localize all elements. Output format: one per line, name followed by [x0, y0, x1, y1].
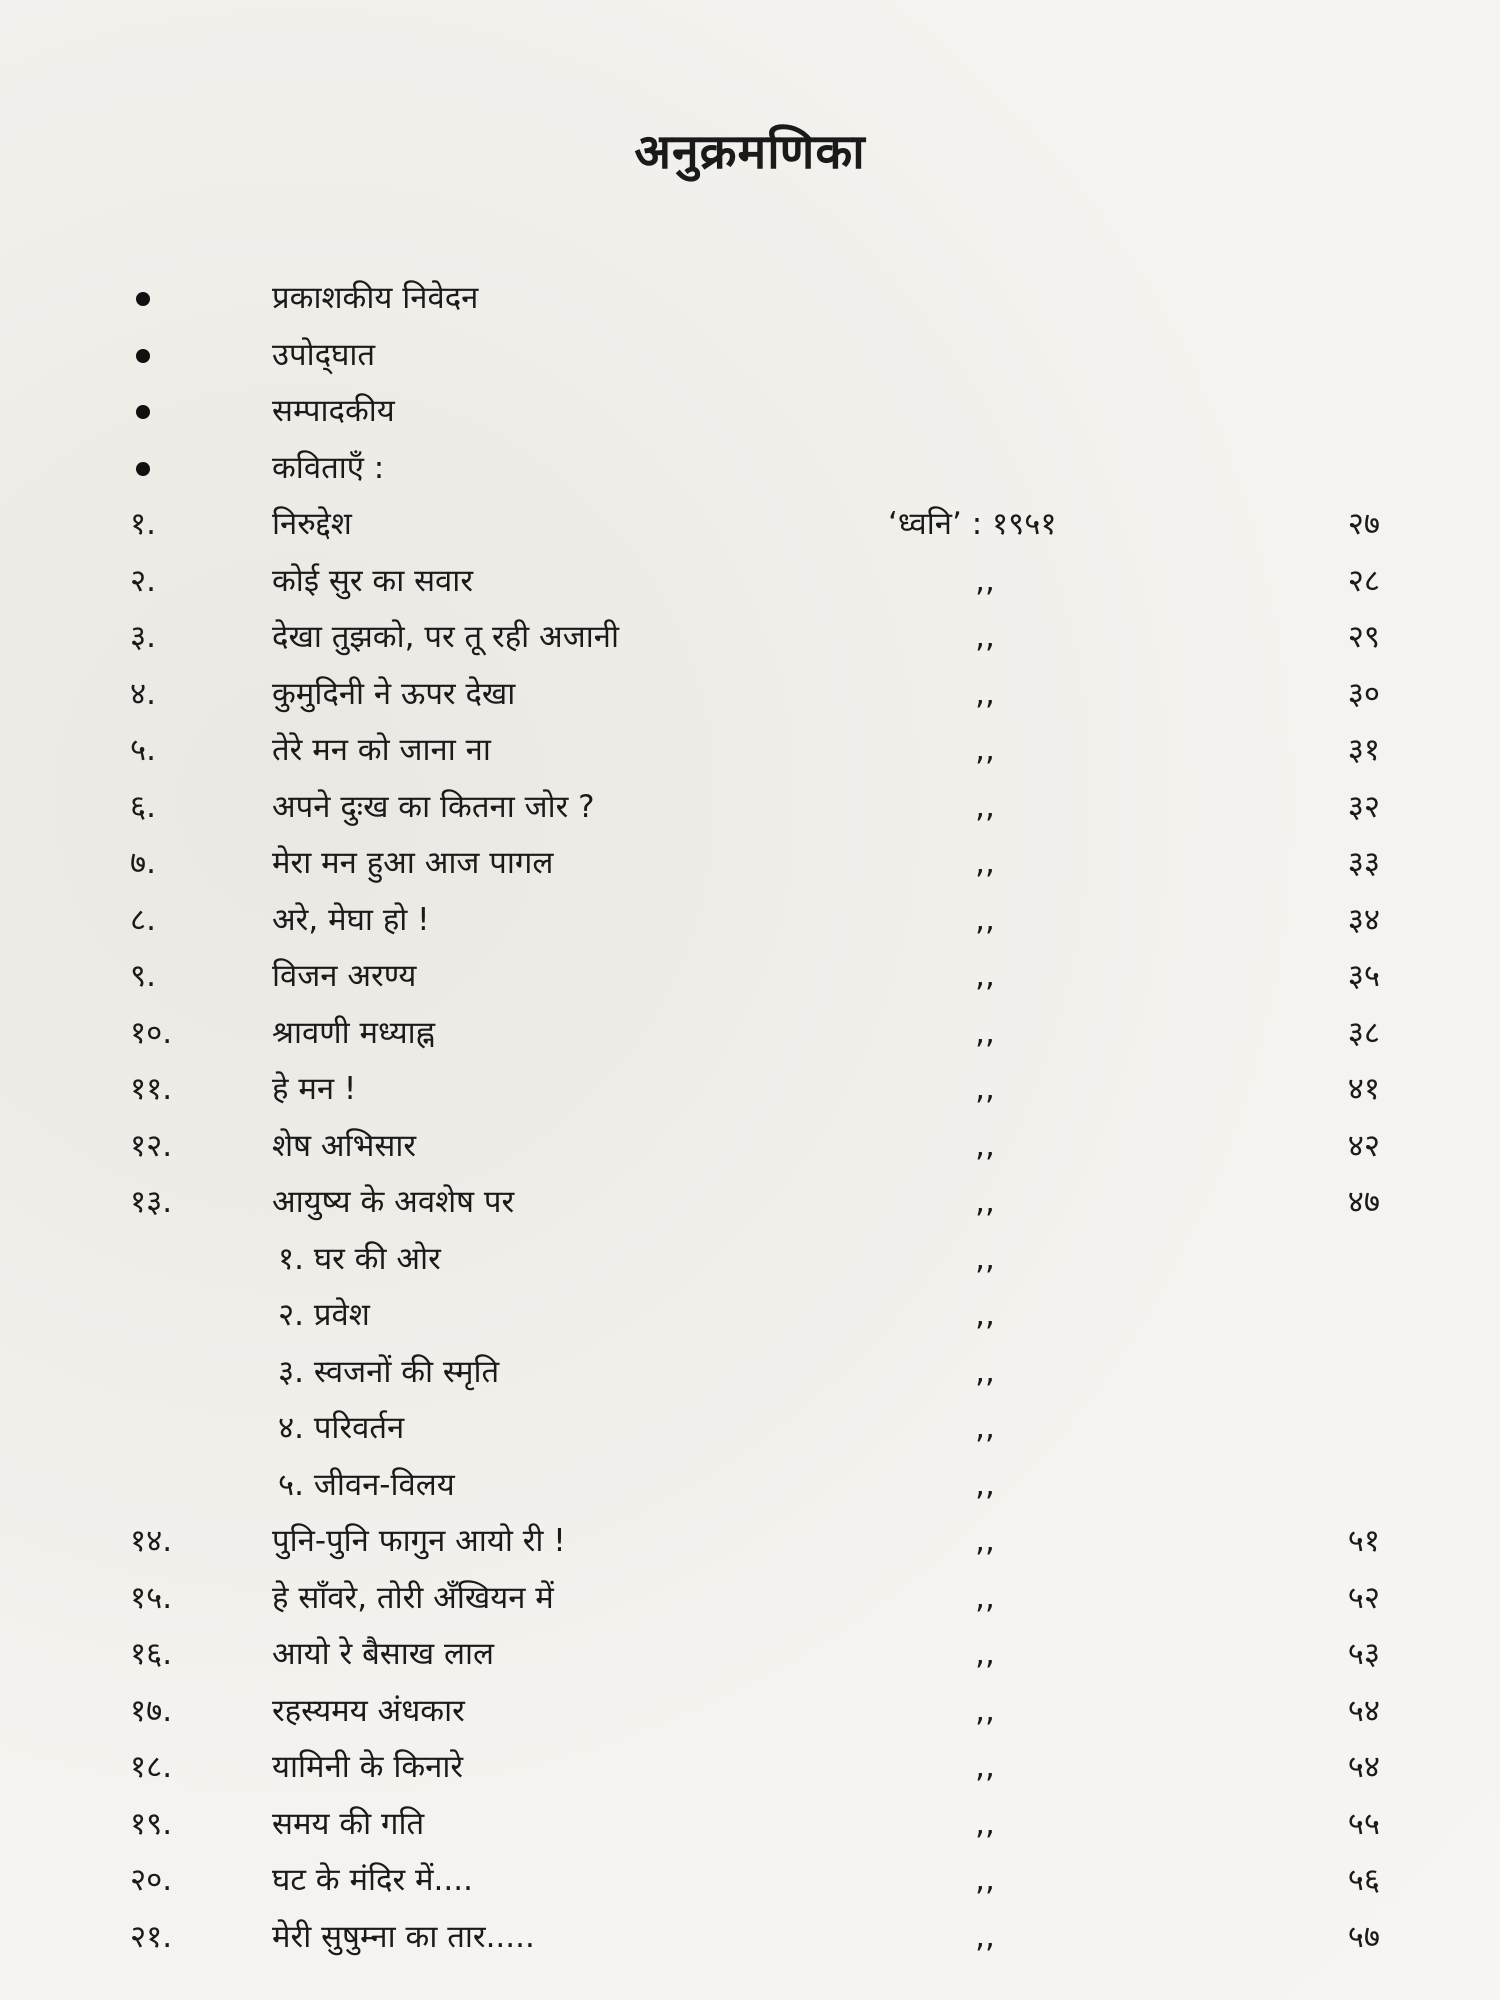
ditto-mark: ,, [975, 1692, 995, 1729]
entry-title: विजन अरण्य [272, 958, 417, 994]
ditto-mark: ,, [975, 675, 995, 712]
entry-title: कुमुदिनी ने ऊपर देखा [272, 675, 516, 712]
entry-page-number: ५६ [1347, 1862, 1380, 1898]
entry-number: १९. [130, 1805, 173, 1842]
entry-number: ६. [130, 788, 156, 825]
entry-page-number: ३३ [1347, 845, 1380, 881]
toc-entry [0, 839, 1500, 887]
toc-entry [0, 1800, 1500, 1848]
entry-page-number: २९ [1347, 619, 1380, 655]
entry-number: १८. [130, 1749, 173, 1785]
entry-page-number: ३२ [1347, 788, 1380, 825]
entry-title: पुनि-पुनि फागुन आयो री ! [272, 1523, 566, 1559]
ditto-mark: ,, [975, 1410, 995, 1446]
bullet-icon [130, 456, 158, 484]
entry-page-number: ३० [1347, 675, 1380, 712]
entry-number: २०. [130, 1862, 173, 1898]
ditto-mark: ,, [975, 1353, 995, 1390]
entry-number: १. [130, 506, 156, 542]
entry-title: ४. परिवर्तन [278, 1410, 405, 1446]
toc-entry [0, 1574, 1500, 1622]
entry-number: ७. [130, 845, 156, 881]
entry-page-number: ४२ [1347, 1127, 1380, 1164]
toc-entry [0, 500, 1500, 548]
ditto-mark: ,, [975, 901, 995, 938]
ditto-mark: ,, [975, 1918, 995, 1955]
toc-entry [0, 670, 1500, 718]
entry-title: मेरी सुषुम्ना का तार..... [272, 1918, 535, 1955]
toc-entry [0, 1122, 1500, 1170]
ditto-mark: ,, [975, 1127, 995, 1164]
page-title: अनुक्रमणिका [634, 124, 866, 180]
entry-title: यामिनी के किनारे [272, 1749, 464, 1785]
toc-entry [0, 1517, 1500, 1565]
toc-entry [0, 952, 1500, 1000]
front-matter-item [0, 331, 1500, 379]
ditto-mark: ,, [975, 1749, 995, 1785]
entry-title: आयुष्य के अवशेष पर [272, 1184, 515, 1220]
entry-number: २. [130, 562, 156, 599]
entry-page-number: २७ [1347, 506, 1380, 542]
ditto-mark: ,, [975, 845, 995, 881]
toc-entry [0, 1913, 1500, 1961]
entry-page-number: ५७ [1347, 1918, 1380, 1955]
entry-title: घट के मंदिर में.... [272, 1862, 473, 1898]
entry-number: ४. [130, 675, 156, 712]
entry-number: ९. [130, 958, 156, 994]
ditto-mark: ,, [975, 1466, 995, 1503]
front-matter-label: प्रकाशकीय निवेदन [272, 280, 479, 316]
toc-entry [0, 1687, 1500, 1735]
entry-number: १०. [130, 1014, 173, 1051]
ditto-mark: ,, [975, 1579, 995, 1616]
entry-page-number: ५२ [1347, 1579, 1380, 1616]
entry-page-number: ३५ [1347, 958, 1380, 994]
bullet-icon [130, 399, 158, 427]
sub-entry [0, 1461, 1500, 1509]
entry-number: १७. [130, 1692, 173, 1729]
toc-entry [0, 1630, 1500, 1678]
entry-number: ८. [130, 901, 156, 938]
sub-entry [0, 1291, 1500, 1339]
entry-title: समय की गति [272, 1805, 425, 1842]
ditto-mark: ,, [975, 562, 995, 599]
toc-entry [0, 1743, 1500, 1791]
front-matter-label: उपोद्‌घात [272, 336, 376, 373]
ditto-mark: ,, [975, 1071, 995, 1107]
ditto-mark: ,, [975, 788, 995, 825]
entry-page-number: ५४ [1347, 1692, 1380, 1729]
front-matter-item [0, 274, 1500, 322]
entry-page-number: ५४ [1347, 1749, 1380, 1785]
entry-number: १२. [130, 1127, 173, 1164]
entry-page-number: ५१ [1347, 1523, 1380, 1559]
entry-title: कोई सुर का सवार [272, 562, 473, 599]
entry-title: तेरे मन को जाना ना [272, 732, 491, 768]
entry-title: अपने दुःख का कितना जोर ? [272, 788, 595, 825]
toc-entry [0, 613, 1500, 661]
entry-page-number: ४१ [1347, 1071, 1380, 1107]
bullet-icon [130, 286, 158, 314]
entry-number: २१. [130, 1918, 173, 1955]
sub-entry [0, 1235, 1500, 1283]
entry-number: ५. [130, 732, 156, 768]
entry-title: हे साँवरे, तोरी अँखियन में [272, 1579, 554, 1616]
entry-number: १६. [130, 1636, 173, 1672]
ditto-mark: ,, [975, 1184, 995, 1220]
ditto-mark: ,, [975, 732, 995, 768]
ditto-mark: ,, [975, 1636, 995, 1672]
ditto-mark: ,, [975, 1805, 995, 1842]
ditto-mark: ,, [975, 1240, 995, 1277]
toc-entry [0, 1065, 1500, 1113]
ditto-mark: ,, [975, 1862, 995, 1898]
front-matter-label: कविताएँ : [272, 449, 385, 486]
ditto-mark: ,, [975, 1014, 995, 1051]
ditto-mark: ,, [975, 958, 995, 994]
entry-title: मेरा मन हुआ आज पागल [272, 845, 554, 881]
entry-title: रहस्यमय अंधकार [272, 1692, 465, 1729]
front-matter-label: सम्पादकीय [272, 393, 395, 429]
ditto-mark: ,, [975, 619, 995, 655]
entry-number: ११. [130, 1071, 173, 1107]
entry-title: १. घर की ओर [278, 1240, 441, 1277]
entry-title: २. प्रवेश [278, 1297, 370, 1333]
front-matter-item [0, 444, 1500, 492]
sub-entry [0, 1404, 1500, 1452]
ditto-mark: ,, [975, 1523, 995, 1559]
bullet-icon [130, 343, 158, 371]
entry-title: ३. स्वजनों की स्मृति [278, 1353, 500, 1390]
toc-entry [0, 1856, 1500, 1904]
entry-title: अरे, मेघा हो ! [272, 901, 430, 938]
toc-entry [0, 1178, 1500, 1226]
entry-page-number: ३८ [1347, 1014, 1380, 1051]
sub-entry [0, 1348, 1500, 1396]
entry-title: ५. जीवन-विलय [278, 1466, 455, 1503]
toc-entry [0, 896, 1500, 944]
ditto-mark: ,, [975, 1297, 995, 1333]
entry-title: शेष अभिसार [272, 1127, 417, 1164]
entry-page-number: ३४ [1347, 901, 1380, 938]
entry-title: श्रावणी मध्याह्न [272, 1014, 435, 1051]
entry-page-number: ३१ [1347, 732, 1380, 768]
entry-title: हे मन ! [272, 1071, 357, 1107]
entry-title: आयो रे बैसाख लाल [272, 1636, 495, 1672]
entry-page-number: ४७ [1347, 1184, 1380, 1220]
entry-number: १५. [130, 1579, 173, 1616]
entry-title: देखा तुझको, पर तू रही अजानी [272, 619, 619, 655]
entry-page-number: ५३ [1347, 1636, 1380, 1672]
entry-page-number: ५५ [1347, 1805, 1380, 1842]
toc-entry [0, 557, 1500, 605]
entry-title: निरुद्देश [272, 506, 352, 542]
front-matter-item [0, 387, 1500, 435]
toc-entry [0, 783, 1500, 831]
entry-page-number: २८ [1347, 562, 1380, 599]
entry-number: ३. [130, 619, 156, 655]
entry-number: १३. [130, 1184, 173, 1220]
entry-number: १४. [130, 1523, 173, 1559]
entry-source: ‘ध्वनि’ : १९५१ [888, 506, 1057, 542]
toc-entry [0, 1009, 1500, 1057]
toc-entry [0, 726, 1500, 774]
